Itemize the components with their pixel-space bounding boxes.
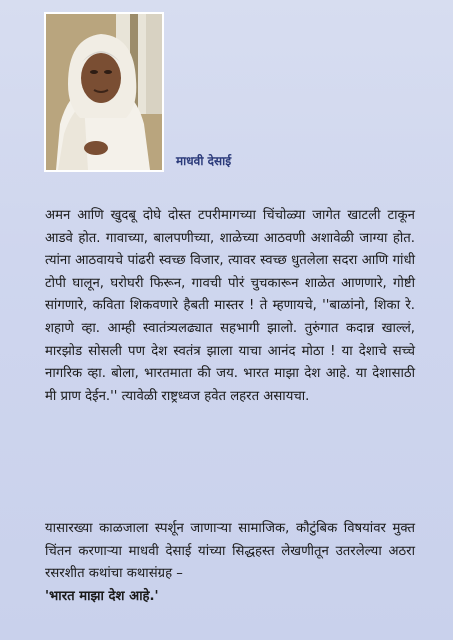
blurb-paragraph: अमन आणि खुदबू दोघे दोस्त टपरीमागच्या चिंचोळ्या जागेत खाटली टाकून आडवे होत. गावाच्या, बालपणीच्या, शाळेच्या आठवणी अशावेळी जाग्या होत. त्यांना आठवायचे पांढरी स्वच्छ विजार, त्यावर स्वच्छ धुतलेला सदरा आणि गांधी टोपी घालून, घरोघरी फिरून, गावची पोरं चुचकारून शाळेत आणणारे, गोष्टी सांगणारे, कविता शिकवणारे हैबती मास्तर ! ते म्हणायचे, ''बाळांनो, शिका रे. शहाणे व्हा. आम्ही स्वातंत्र्यलढ्यात सहभागी झालो. तुरुंगात कदान्न खाल्लं, मारझोड सोसली पण देश स्वतंत्र झाला याचा आनंद मोठा ! या देशाचे सच्चे नागरिक व्हा. बोला, भारतमाता की जय. भारत माझा देश आहे. या देशासाठी मी प्राण देईन.'' त्यावेळी राष्ट्रध्वज हवेत लहरत असायचा.: [45, 208, 415, 404]
closing-text: यासारख्या काळजाला स्पर्शून जाणाऱ्या सामाजिक, कौटुंबिक विषयांवर मुक्त चिंतन करणाऱ्या माधवी देसाई यांच्या सिद्धहस्त लेखणीतून उतरलेल्या अठरा रसरशीत कथांचा कथासंग्रह –: [45, 521, 415, 582]
blurb-closing-paragraph: [45, 518, 415, 608]
author-portrait-image: [46, 14, 162, 170]
author-caption: माधवी देसाई: [176, 154, 232, 168]
book-title: 'भारत माझा देश आहे.': [45, 588, 159, 604]
author-photo: [44, 12, 164, 172]
